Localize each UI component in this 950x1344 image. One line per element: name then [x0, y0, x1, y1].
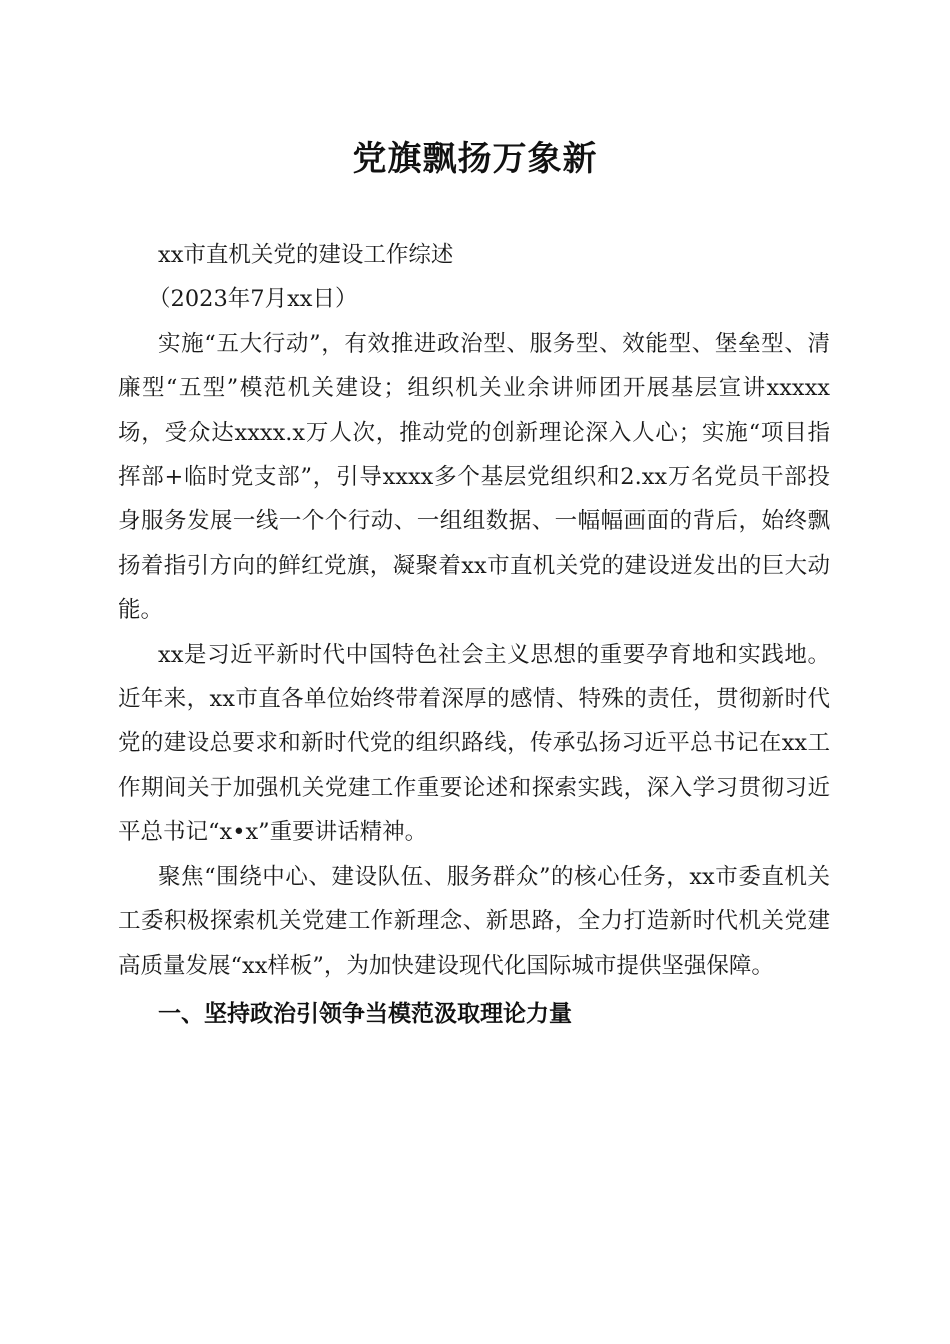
- document-date: （2023年7月xx日）: [148, 286, 358, 313]
- section-heading: 一、坚持政治引领争当模范汲取理论力量: [158, 1000, 572, 1027]
- document-subtitle: xx市直机关党的建设工作综述: [158, 242, 454, 268]
- paragraph: 聚焦“围绕中心、建设队伍、服务群众”的核心任务，xx市委直机关工委积极探索机关党建工作新理念、新思路，全力打造新时代机关党建高质量发展“xx样板”，为加快建设现代化国际城市提供坚强保障。: [118, 863, 830, 979]
- document-title: 党旗飘扬万象新: [352, 139, 598, 179]
- paragraph: xx是习近平新时代中国特色社会主义思想的重要孕育地和实践地。近年来，xx市直各单位始终带着深厚的感情、特殊的责任，贯彻新时代党的建设总要求和新时代党的组织路线，传承弘扬习近平总书记在xx工作期间关于加强机关党建工作重要论述和探索实践，深入学习贯彻习近平总书记“x•x”重要讲话精神。: [118, 641, 830, 846]
- document-body: [118, 233, 830, 1036]
- paragraph: 实施“五大行动”，有效推进政治型、服务型、效能型、堡垒型、清廉型“五型”模范机关建设；组织机关业余讲师团开展基层宣讲xxxxx场，受众达xxxx.x万人次，推动党的创新理论深入人心；实施“项目指挥部+临时党支部”，引导xxxx多个基层党组织和2.xx万名党员干部投身服务发展一线一个个行动、一组组数据、一幅幅画面的背后，始终飘扬着指引方向的鲜红党旗，凝聚着xx市直机关党的建设迸发出的巨大动能。: [118, 330, 830, 624]
